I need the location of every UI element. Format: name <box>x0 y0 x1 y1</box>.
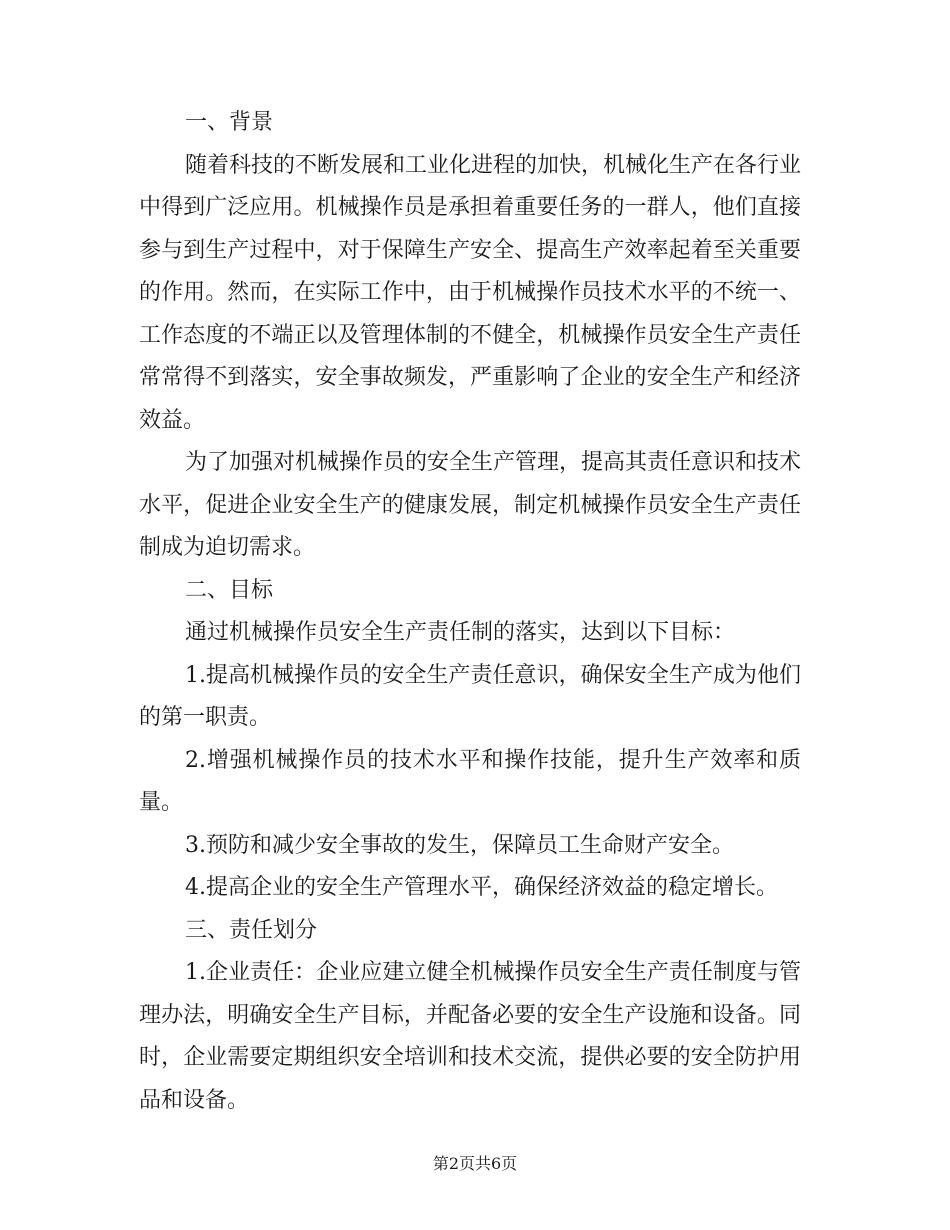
list-item-goal-4: 4.提高企业的安全生产管理水平，确保经济效益的稳定增长。 <box>185 875 778 900</box>
page-number-footer: 第2页共6页 <box>432 1154 518 1173</box>
paragraph-goals-intro: 通过机械操作员安全生产责任制的落实，达到以下目标： <box>185 620 736 645</box>
document-body <box>139 102 801 1122</box>
section-heading-responsibilities: 三、责任划分 <box>185 917 318 943</box>
section-heading-goals: 二、目标 <box>185 577 274 603</box>
list-item-responsibility-1: 1.企业责任：企业应建立健全机械操作员安全生产责任制度与管理办法，明确安全生产目标，并配备必要的安全生产设施和设备。同时，企业需要定期组织安全培训和技术交流，提供必要的安全防护用品和设备。 <box>139 960 801 1113</box>
list-item-goal-1: 1.提高机械操作员的安全生产责任意识，确保安全生产成为他们的第一职责。 <box>139 662 801 730</box>
paragraph-background-2: 为了加强对机械操作员的安全生产管理，提高其责任意识和技术水平，促进企业安全生产的健康发展，制定机械操作员安全生产责任制成为迫切需求。 <box>139 450 802 560</box>
paragraph-background-1: 随着科技的不断发展和工业化进程的加快，机械化生产在各行业中得到广泛应用。机械操作员是承担着重要任务的一群人，他们直接参与到生产过程中，对于保障生产安全、提高生产效率起着至关重要的作用。然而，在实际工作中，由于机械操作员技术水平的不统一、工作态度的不端正以及管理体制的不健全，机械操作员安全生产责任常常得不到落实，安全事故频发，严重影响了企业的安全生产和经济效益。 <box>139 152 802 433</box>
list-item-goal-2: 2.增强机械操作员的技术水平和操作技能，提升生产效率和质量。 <box>139 747 801 815</box>
section-heading-background: 一、背景 <box>185 110 274 135</box>
list-item-goal-3: 3.预防和减少安全事故的发生，保障员工生命财产安全。 <box>185 832 734 858</box>
